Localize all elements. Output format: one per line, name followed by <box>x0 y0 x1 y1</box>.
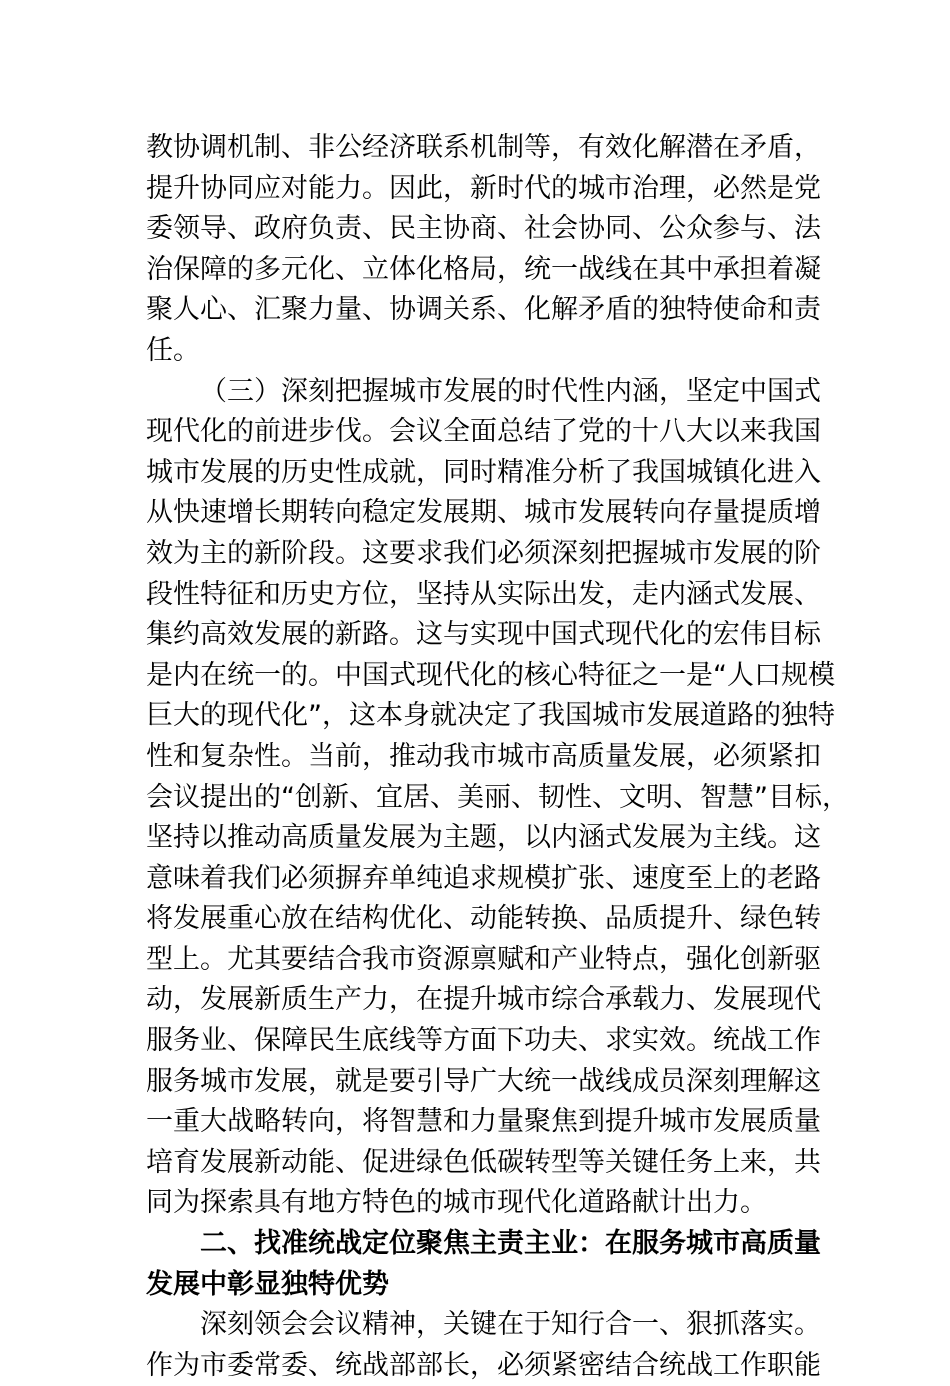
text-line: 城市发展的历史性成就，同时精准分析了我国城镇化进入 <box>146 456 821 488</box>
text-line: 坚持以推动高质量发展为主题，以内涵式发展为主线。这 <box>146 822 821 854</box>
text-line: 将发展重心放在结构优化、动能转换、品质提升、绿色转 <box>146 903 821 935</box>
text-line: 发展中彰显独特优势 <box>146 1268 389 1300</box>
text-line: 教协调机制、非公经济联系机制等，有效化解潜在矛盾， <box>146 132 821 163</box>
text-line: 服务城市发展，就是要引导广大统一战线成员深刻理解这 <box>146 1065 821 1097</box>
text-line: （三）深刻把握城市发展的时代性内涵，坚定中国式 <box>200 375 821 407</box>
text-line: 从快速增长期转向稳定发展期、城市发展转向存量提质增 <box>146 497 821 529</box>
text-line: 是内在统一的。中国式现代化的核心特征之一是“人口规模 <box>146 659 835 691</box>
text-line: 一重大战略转向，将智慧和力量聚焦到提升城市发展质量 <box>146 1106 821 1138</box>
text-line: 提升协同应对能力。因此，新时代的城市治理，必然是党 <box>146 172 821 204</box>
document-body <box>146 128 849 1386</box>
text-line: 意味着我们必须摒弃单纯追求规模扩张、速度至上的老路 <box>146 862 821 894</box>
text-line: 服务业、保障民生底线等方面下功夫、求实效。统战工作 <box>146 1025 821 1057</box>
text-line: 培育发展新动能、促进绿色低碳转型等关键任务上来，共 <box>146 1146 821 1178</box>
paragraph <box>146 1305 821 1386</box>
text-line: 二、找准统战定位聚焦主责主业：在服务城市高质量 <box>200 1228 821 1260</box>
text-line: 集约高效发展的新路。这与实现中国式现代化的宏伟目标 <box>146 619 821 651</box>
paragraph <box>146 128 821 372</box>
paragraph <box>146 372 849 1224</box>
text-line: 深刻领会会议精神，关键在于知行合一、狠抓落实。 <box>200 1309 821 1341</box>
text-line: 委领导、政府负责、民主协商、社会协同、公众参与、法 <box>146 213 821 245</box>
text-line: 型上。尤其要结合我市资源禀赋和产业特点，强化创新驱 <box>146 943 821 975</box>
text-line: 聚人心、汇聚力量、协调关系、化解矛盾的独特使命和责 <box>146 294 821 326</box>
text-line: 效为主的新阶段。这要求我们必须深刻把握城市发展的阶 <box>146 537 821 569</box>
text-line: 同为探索具有地方特色的城市现代化道路献计出力。 <box>146 1187 767 1219</box>
text-line: 作为市委常委、统战部部长，必须紧密结合统战工作职能 <box>146 1349 821 1381</box>
text-line: 现代化的前进步伐。会议全面总结了党的十八大以来我国 <box>146 416 821 448</box>
text-line: 性和复杂性。当前，推动我市城市高质量发展，必须紧扣 <box>146 740 821 772</box>
text-line: 动，发展新质生产力，在提升城市综合承载力、发展现代 <box>146 984 821 1016</box>
text-line: 段性特征和历史方位，坚持从实际出发，走内涵式发展、 <box>146 578 821 610</box>
text-line: 治保障的多元化、立体化格局，统一战线在其中承担着凝 <box>146 253 821 285</box>
section-heading <box>146 1224 821 1305</box>
text-line: 巨大的现代化”，这本身就决定了我国城市发展道路的独特 <box>146 700 835 732</box>
text-line: 任。 <box>146 334 200 366</box>
text-line: 会议提出的“创新、宜居、美丽、韧性、文明、智慧”目标， <box>146 781 849 813</box>
